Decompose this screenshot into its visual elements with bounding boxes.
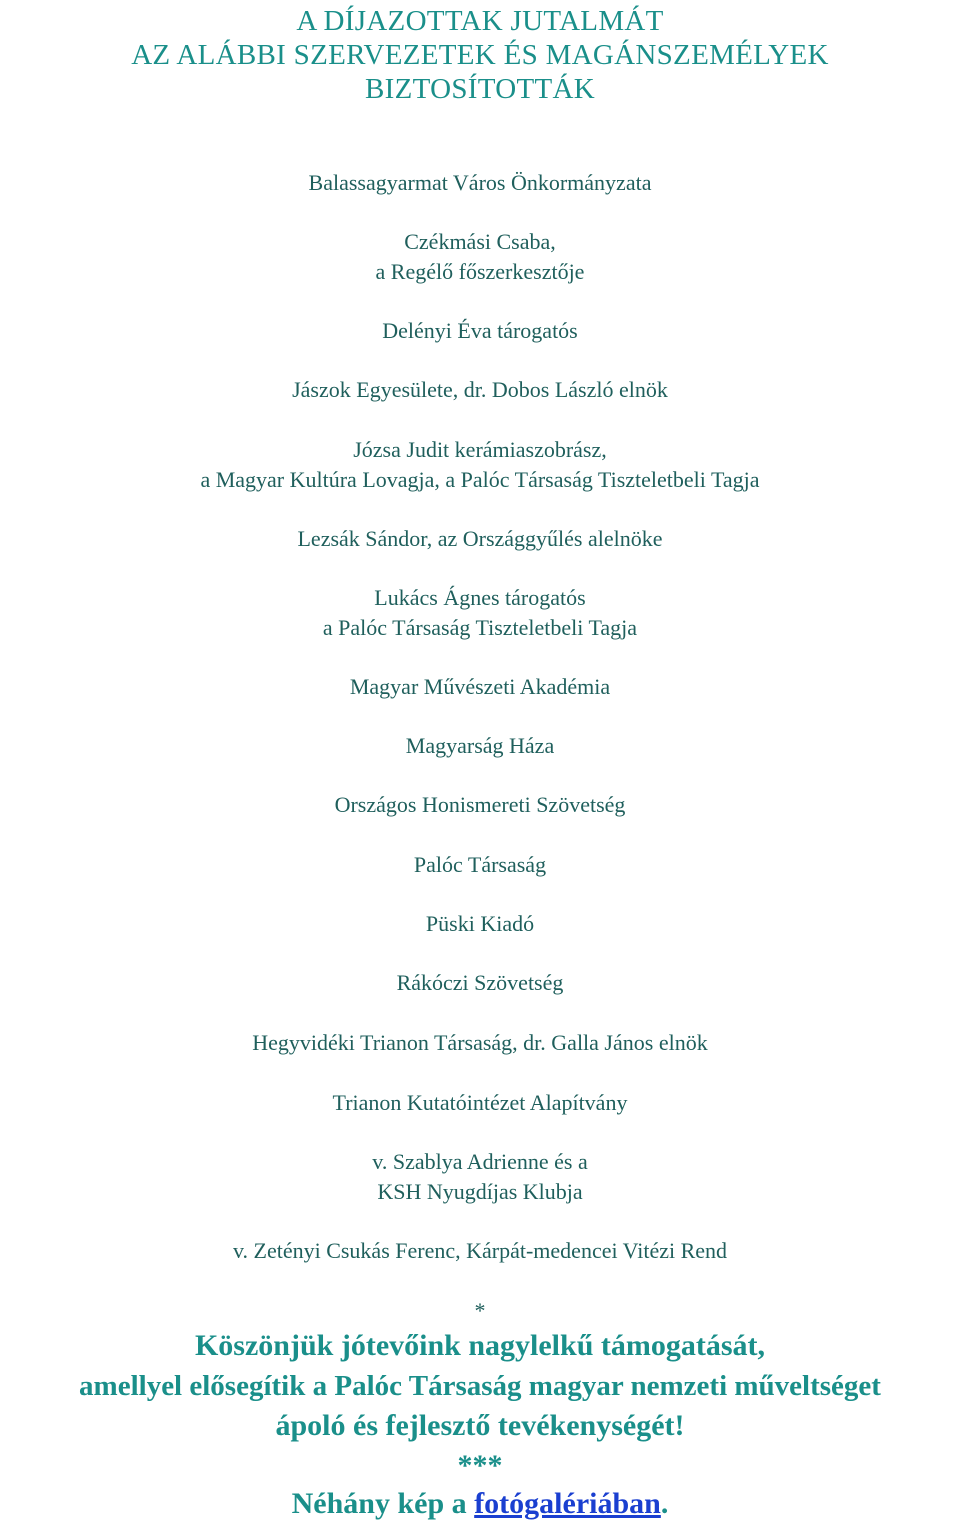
- header-line-3: BIZTOSÍTOTTÁK: [365, 73, 595, 105]
- thanks-line-1: Köszönjük jótevőink nagylelkű támogatását,: [194, 1329, 766, 1362]
- sponsor-czekmasi-title: a Regélő főszerkesztője: [375, 259, 585, 284]
- sponsor-puski: Püski Kiadó: [425, 911, 535, 936]
- sponsor-zetenyi: v. Zetényi Csukás Ferenc, Kárpát-medencei Vitézi Rend: [232, 1238, 728, 1263]
- sponsor-jaszok: Jászok Egyesülete, dr. Dobos László elnök: [292, 377, 668, 402]
- sponsor-magyarsag-haza: Magyarság Háza: [405, 733, 555, 758]
- sponsor-balassagyarmat: Balassagyarmat Város Önkormányzata: [308, 170, 652, 195]
- sponsor-jozsa-title: a Magyar Kultúra Lovagja, a Palóc Társaság Tiszteletbeli Tagja: [200, 467, 760, 492]
- thanks-stars: ***: [457, 1449, 503, 1482]
- sponsor-rakoczi: Rákóczi Szövetség: [396, 970, 564, 995]
- sponsor-czekmasi-name: Czékmási Csaba,: [404, 229, 556, 254]
- sponsor-delenyi: Delényi Éva tárogatós: [382, 318, 578, 343]
- gallery-prefix: Néhány kép a: [291, 1487, 475, 1520]
- thanks-line-3: ápoló és fejlesztő tevékenységét!: [275, 1409, 685, 1442]
- header-line-2: AZ ALÁBBI SZERVEZETEK ÉS MAGÁNSZEMÉLYEK: [131, 39, 829, 71]
- sponsor-trianon-kutato: Trianon Kutatóintézet Alapítvány: [332, 1090, 628, 1115]
- sponsor-lezsak: Lezsák Sándor, az Országgyűlés alelnöke: [297, 526, 663, 551]
- header-line-1: A DÍJAZOTTAK JUTALMÁT: [296, 5, 664, 37]
- sponsor-lukacs-name: Lukács Ágnes tárogatós: [374, 585, 586, 610]
- gallery-line: [0, 1484, 960, 1524]
- separator-asterisk: *: [474, 1298, 486, 1323]
- sponsor-paloc-tarsasag: Palóc Társaság: [413, 852, 547, 877]
- thanks-line-2: amellyel elősegítik a Palóc Társaság magyar nemzeti műveltséget: [79, 1370, 881, 1402]
- sponsor-mma: Magyar Művészeti Akadémia: [349, 674, 611, 699]
- sponsor-lukacs-title: a Palóc Társaság Tiszteletbeli Tagja: [322, 615, 638, 640]
- sponsor-szablya-line1: v. Szablya Adrienne és a: [372, 1149, 588, 1174]
- page-header: [0, 4, 960, 106]
- gallery-link[interactable]: fotógalériában: [474, 1487, 661, 1520]
- gallery-suffix: .: [660, 1487, 669, 1520]
- sponsor-szablya-line2: KSH Nyugdíjas Klubja: [377, 1179, 583, 1204]
- thanks-message: [0, 1326, 960, 1486]
- sponsor-jozsa-name: Józsa Judit kerámiaszobrász,: [353, 437, 607, 462]
- sponsor-honismereti: Országos Honismereti Szövetség: [334, 792, 626, 817]
- sponsor-hegyvideki: Hegyvidéki Trianon Társaság, dr. Galla János elnök: [252, 1030, 708, 1055]
